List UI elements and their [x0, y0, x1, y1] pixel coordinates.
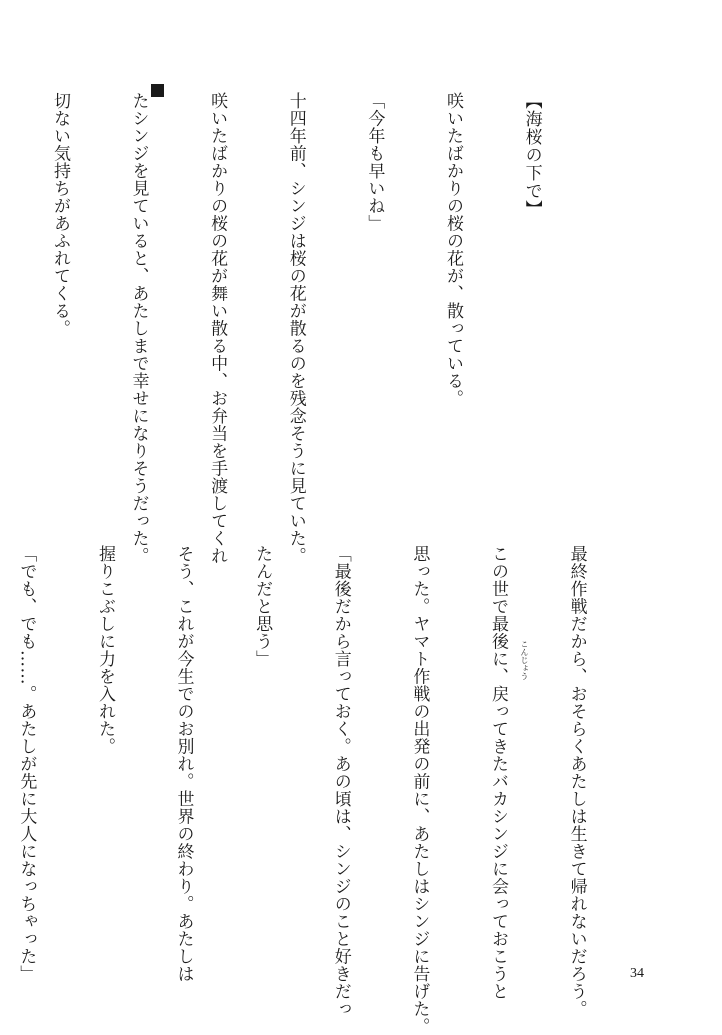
text-line: そう、これが今生でのお別れ。世界の終わり。あたしは — [173, 545, 194, 983]
text-line: 咲いたばかりの桜の花が、散っている。 — [442, 92, 463, 407]
text-line: 思った。ヤマト作戦の出発の前に、あたしはシンジに告げた。 — [409, 545, 430, 1035]
ruby-annotation: こんじょう — [520, 640, 529, 680]
text-line: 「最後だから言っておく。あの頃は、シンジのこと好きだっ — [330, 545, 351, 1018]
text-line: 最終作戦だから、おそらくあたしは生きて帰れないだろう。 — [566, 545, 587, 1018]
text-line: 十四年前、シンジは桜の花が散るのを残念そうに見ていた。 — [285, 92, 306, 565]
text-line: 握りこぶしに力を入れた。 — [94, 545, 115, 755]
text-line: たシンジを見ていると、あたしまで幸せになりそうだった。 — [128, 92, 149, 565]
text-line: 「今年も早いね」 — [364, 92, 385, 232]
text-line: この世で最後に、戻ってきたバカシンジに会っておこうと — [487, 545, 508, 1000]
text-line: たんだと思う」 — [252, 545, 273, 668]
section-heading: 【海桜の下で】 — [521, 92, 542, 218]
text-line: 「でも、でも……。あたしが先に大人になっちゃった」 — [16, 545, 37, 983]
text-line: 切ない気持ちがあふれてくる。 — [49, 92, 70, 337]
top-text-block — [0, 92, 597, 565]
text-line: 咲いたばかりの桜の花が舞い散る中、お弁当を手渡してくれ — [207, 92, 228, 565]
page-number: 34 — [630, 966, 644, 981]
